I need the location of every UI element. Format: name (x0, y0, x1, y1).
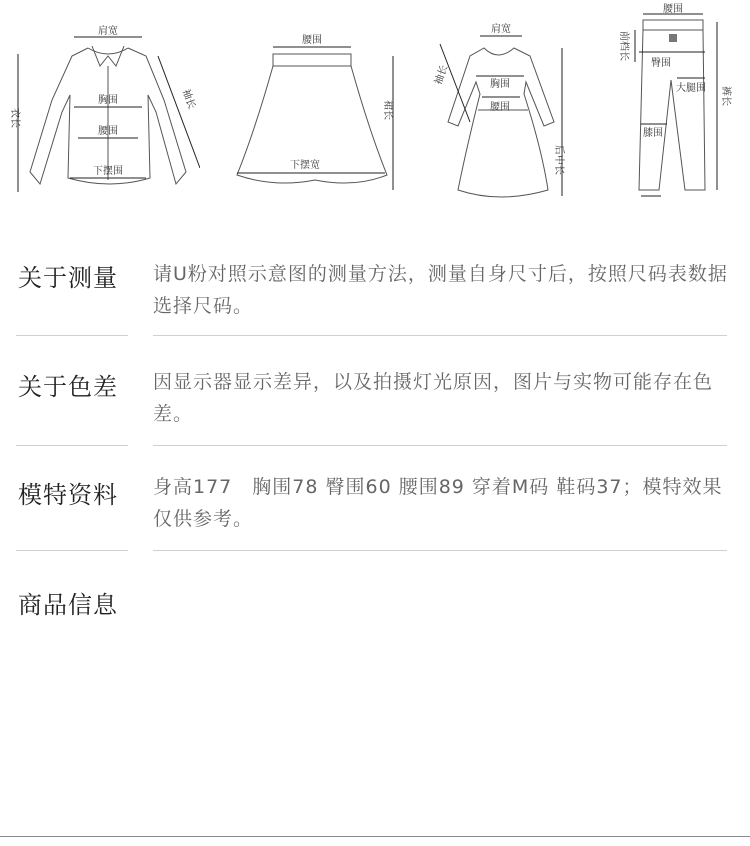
pants-waist-label: 腰围 (663, 4, 683, 15)
size-diagrams (0, 0, 750, 210)
shirt-waist-label: 腰围 (98, 126, 118, 137)
pants-diagram (605, 0, 750, 210)
divider (153, 335, 727, 336)
color-difference-title: 关于色差 (18, 373, 118, 401)
shirt-shoulder-label: 肩宽 (98, 26, 118, 37)
pants-length-label: 裤长 (720, 86, 731, 106)
divider (16, 445, 128, 446)
dress-sleeve-label: 袖长 (433, 63, 451, 87)
model-info-text: 身高177 胸围78 臀围60 腰围89 穿着M码 鞋码37；模特效果仅供参考。 (153, 476, 723, 530)
divider (16, 335, 128, 336)
dress-diagram (430, 0, 580, 210)
divider (153, 445, 727, 446)
bottom-divider (0, 836, 750, 837)
measurement-title: 关于测量 (18, 264, 118, 292)
pants-front-rise-label: 前档长 (618, 31, 629, 61)
dress-shoulder-label: 肩宽 (491, 24, 511, 35)
measurement-text: 请U粉对照示意图的测量方法，测量自身尺寸后，按照尺码表数据选择尺码。 (153, 263, 728, 317)
shirt-diagram (0, 0, 200, 210)
color-difference-text: 因显示器显示差异，以及拍摄灯光原因，图片与实物可能存在色差。 (153, 371, 714, 425)
model-info-title: 模特资料 (18, 481, 118, 509)
skirt-waist-label: 腰围 (302, 35, 322, 46)
dress-back-length-label: 后中长 (553, 145, 564, 175)
pants-knee-label: 膝围 (643, 128, 663, 139)
shirt-length-label: 衣长 (9, 108, 20, 128)
skirt-length-label: 裙长 (382, 100, 393, 120)
product-info-title: 商品信息 (18, 591, 118, 619)
pants-thigh-label: 大腿围 (676, 83, 706, 94)
skirt-diagram (225, 0, 415, 210)
shirt-sleeve-label: 袖长 (179, 87, 197, 111)
dress-waist-label: 腰围 (490, 102, 510, 113)
divider (16, 550, 128, 551)
divider (153, 550, 727, 551)
shirt-chest-label: 胸围 (98, 95, 118, 106)
shirt-hem-label: 下摆围 (93, 166, 123, 177)
pants-hip-label: 臀围 (651, 58, 671, 69)
skirt-hem-label: 下摆宽 (290, 160, 320, 171)
dress-chest-label: 胸围 (490, 79, 510, 90)
